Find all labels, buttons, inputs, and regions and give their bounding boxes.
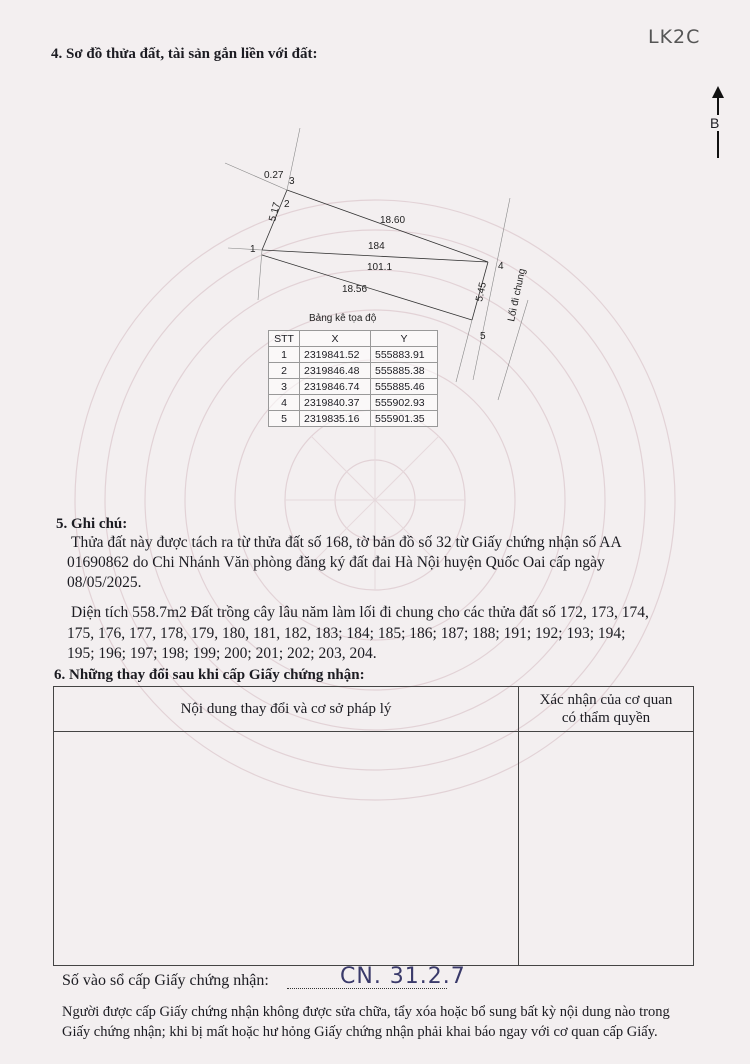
changes-col2-line1: Xác nhận của cơ quan: [539, 692, 673, 708]
note-para2-line3: 195; 196; 197; 198; 199; 200; 201; 202; 203, 204.: [67, 645, 377, 662]
changes-col-confirmation: [519, 687, 694, 732]
changes-content-cell[interactable]: [54, 732, 519, 966]
corner-mark: LK2C: [648, 26, 701, 48]
changes-col-content: Nội dung thay đổi và cơ sở pháp lý: [54, 687, 519, 732]
point-label-5: 5: [480, 331, 486, 342]
cell-y: 555885.38: [371, 363, 438, 379]
note-para2-line2: 175, 176, 177, 178, 179, 180, 181, 182, 183; 184; 185; 186; 187; 188; 191; 192; 193; 194;: [67, 625, 626, 642]
section6-title: 6. Những thay đổi sau khi cấp Giấy chứng nhận:: [54, 667, 365, 683]
coordinate-table: [268, 330, 438, 427]
parcel-number: 184: [368, 241, 385, 252]
cell-y: 555901.35: [371, 411, 438, 427]
dim-corner: 0.27: [264, 170, 284, 181]
col-header-stt: STT: [269, 331, 300, 347]
north-label: B: [710, 115, 720, 131]
road-label: Lối đi chung: [506, 267, 529, 323]
dim-bottom: 18.56: [342, 284, 368, 295]
changes-table: [53, 686, 694, 966]
col-header-y: Y: [371, 331, 438, 347]
note-para1-line2: 01690862 do Chi Nhánh Văn phòng đăng ký đất đai Hà Nội huyện Quốc Oai cấp ngày: [67, 554, 605, 571]
cell-stt: 3: [269, 379, 300, 395]
dim-left: 5.17: [267, 201, 283, 223]
table-row: [269, 347, 438, 363]
changes-confirmation-cell[interactable]: [519, 732, 694, 966]
point-label-2: 2: [284, 199, 290, 210]
table-row: [269, 379, 438, 395]
cell-x: 2319841.52: [300, 347, 371, 363]
parcel-area: 101.1: [367, 262, 393, 273]
changes-col2-line2: có thẩm quyền: [561, 710, 651, 726]
cell-y: 555902.93: [371, 395, 438, 411]
dim-right: 5.45: [474, 281, 489, 303]
changes-body-row: [54, 732, 694, 966]
section5-title: 5. Ghi chú:: [56, 516, 128, 532]
point-label-4: 4: [498, 261, 504, 272]
footer-line2: Giấy chứng nhận; khi bị mất hoặc hư hỏng Giấy chứng nhận phải khai báo ngay với cơ quan cấp Giấy.: [62, 1024, 658, 1040]
registration-number: CN. 31.2.7: [340, 964, 466, 989]
point-label-3: 3: [289, 176, 295, 187]
cell-x: 2319840.37: [300, 395, 371, 411]
coord-table-title: Bảng kê tọa độ: [309, 313, 377, 324]
cell-stt: 1: [269, 347, 300, 363]
table-row: [269, 411, 438, 427]
note-para1-line3: 08/05/2025.: [67, 574, 142, 591]
point-label-1: 1: [250, 244, 256, 255]
col-header-x: X: [300, 331, 371, 347]
dim-top: 18.60: [380, 215, 406, 226]
cell-stt: 4: [269, 395, 300, 411]
section4-title: 4. Sơ đồ thửa đất, tài sản gắn liền với đất:: [51, 46, 318, 62]
table-row: [269, 395, 438, 411]
cell-x: 2319846.74: [300, 379, 371, 395]
footer-note: [62, 1002, 702, 1042]
table-row: [269, 363, 438, 379]
cell-stt: 5: [269, 411, 300, 427]
cell-x: 2319835.16: [300, 411, 371, 427]
cell-y: 555885.46: [371, 379, 438, 395]
cell-x: 2319846.48: [300, 363, 371, 379]
footer-line1: Người được cấp Giấy chứng nhận không được sửa chữa, tẩy xóa hoặc bổ sung bất kỳ nội dung nào trong: [62, 1004, 670, 1020]
note-para2-line1: Diện tích 558.7m2 Đất trồng cây lâu năm làm lối đi chung cho các thửa đất số 172, 173, 174,: [71, 604, 649, 621]
cell-stt: 2: [269, 363, 300, 379]
cell-y: 555883.91: [371, 347, 438, 363]
registration-label: Số vào sổ cấp Giấy chứng nhận:: [62, 972, 269, 989]
note-para1-line1: Thửa đất này được tách ra từ thửa đất số 168, tờ bản đồ số 32 từ Giấy chứng nhận số AA: [71, 534, 622, 551]
